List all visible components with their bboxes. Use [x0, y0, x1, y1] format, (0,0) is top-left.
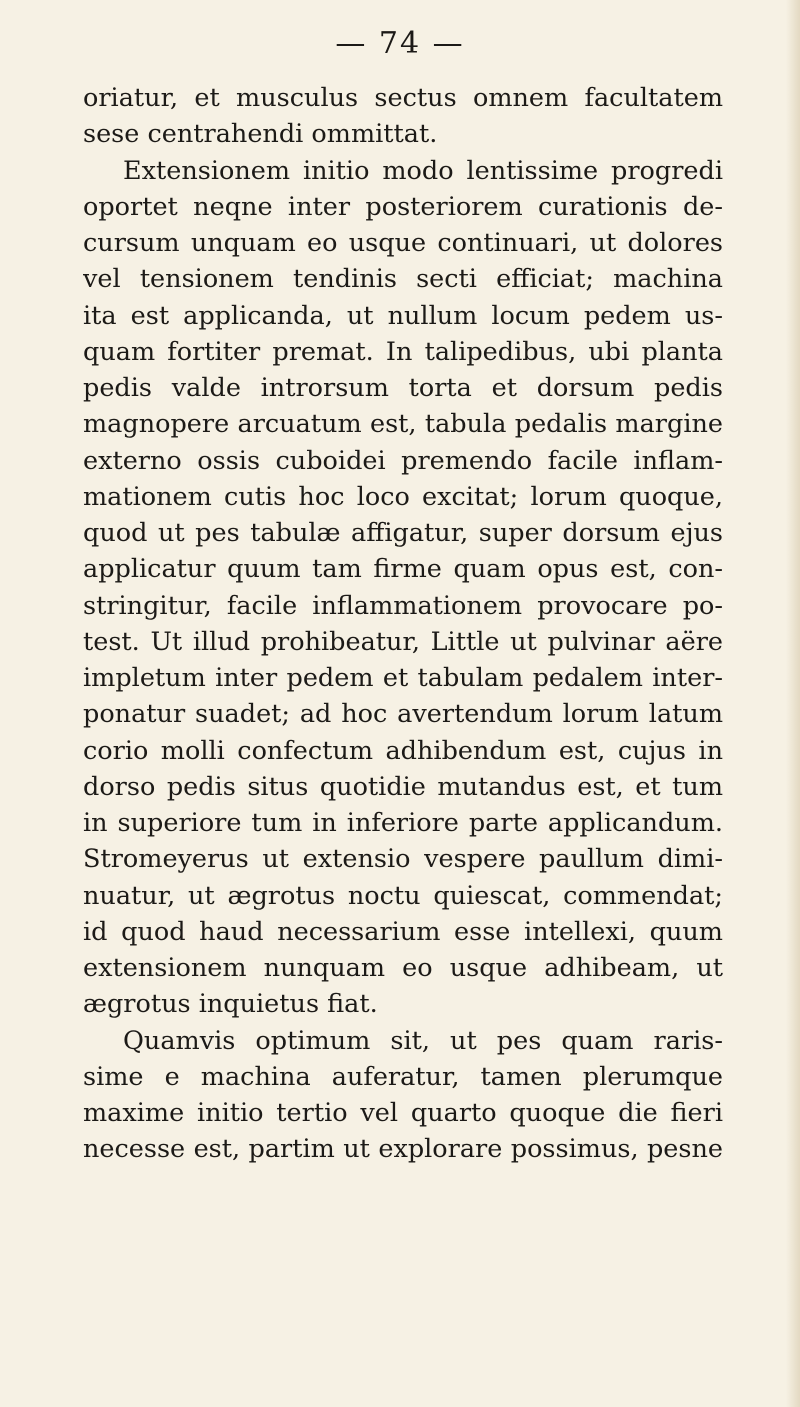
text-line: Extensionem initio modo lentissime progredi [123, 155, 723, 186]
text-line: oriatur, et musculus sectus omnem facultatem [83, 83, 723, 113]
text-line: vel tensionem tendinis secti efficiat; machina [83, 264, 723, 295]
body-text [83, 80, 723, 1168]
text-line: id quod haud necessarium esse intellexi, quum [83, 916, 723, 947]
text-line: magnopere arcuatum est, tabula pedalis margine [83, 409, 723, 440]
text-line: corio molli confectum adhibendum est, cujus in [83, 735, 723, 766]
text-line: mationem cutis hoc loco excitat; lorum quoque, [83, 481, 723, 512]
text-line: ita est applicanda, ut nullum locum pedem us- [83, 300, 723, 331]
text-line: necesse est, partim ut explorare possimus, pesne [83, 1134, 723, 1165]
text-line: cursum unquam eo usque continuari, ut dolores [83, 228, 723, 258]
text-line: quod ut pes tabulæ affigatur, super dorsum ejus [83, 518, 723, 548]
text-line: pedis valde introrsum torta et dorsum pedis [83, 373, 723, 403]
text-line: ægrotus inquietus fiat. [83, 989, 378, 1020]
text-line: extensionem nunquam eo usque adhibeam, ut [83, 953, 723, 983]
text-line: sese centrahendi ommittat. [83, 119, 438, 150]
text-line: externo ossis cuboidei premendo facile inflam- [83, 445, 723, 476]
text-line: nuatur, ut ægrotus noctu quiescat, commendat; [83, 880, 723, 911]
text-line: quam fortiter premat. In talipedibus, ubi planta [83, 336, 723, 367]
text-line: stringitur, facile inflammationem provocare po- [83, 590, 723, 621]
page-edge-shading [786, 0, 800, 1407]
text-line: Quamvis optimum sit, ut pes quam raris- [123, 1025, 723, 1056]
text-line: test. Ut illud prohibeatur, Little ut pulvinar aëre [83, 626, 723, 657]
text-line: oportet neqne inter posteriorem curationis de- [83, 191, 723, 222]
text-line: in superiore tum in inferiore parte applicandum. [83, 808, 723, 838]
text-line: ponatur suadet; ad hoc avertendum lorum latum [83, 699, 723, 730]
text-line: applicatur quum tam firme quam opus est, con- [83, 554, 723, 585]
text-line: sime e machina auferatur, tamen plerumque [83, 1061, 723, 1092]
text-line: impletum inter pedem et tabulam pedalem inter- [83, 663, 723, 693]
page-number: — 74 — [335, 26, 465, 61]
text-line: maxime initio tertio vel quarto quoque die fieri [83, 1098, 723, 1128]
text-line: dorso pedis situs quotidie mutandus est, et tum [83, 771, 723, 802]
text-line: Stromeyerus ut extensio vespere paullum dimi- [83, 844, 723, 875]
